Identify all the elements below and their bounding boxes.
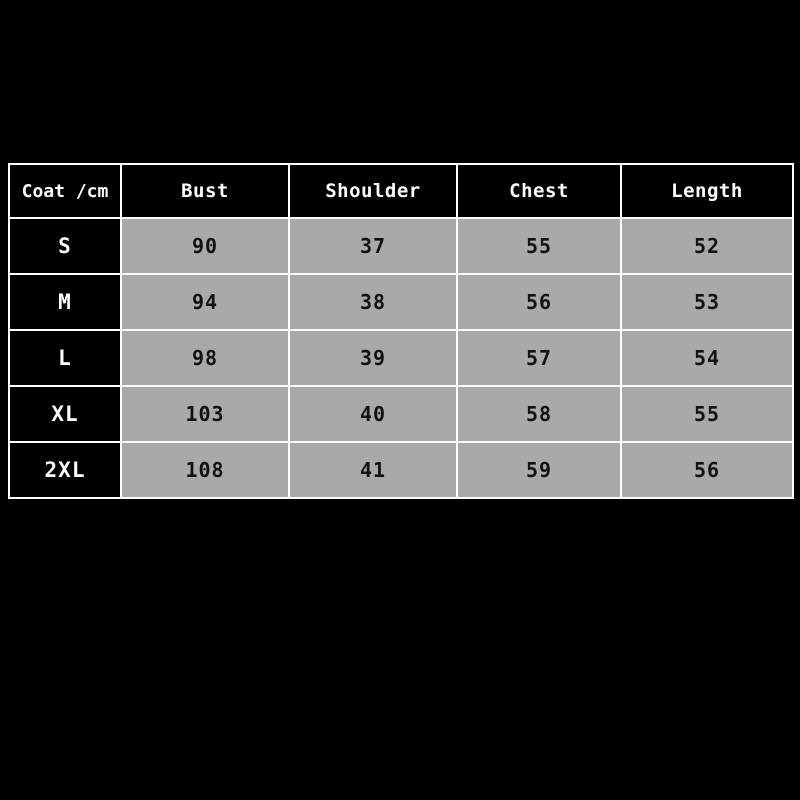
cell-bust: 90: [121, 218, 289, 274]
column-header-chest: Chest: [457, 164, 621, 218]
column-header-length: Length: [621, 164, 793, 218]
cell-shoulder: 37: [289, 218, 457, 274]
row-size-label: L: [9, 330, 121, 386]
cell-chest: 57: [457, 330, 621, 386]
column-header-shoulder: Shoulder: [289, 164, 457, 218]
column-header-bust: Bust: [121, 164, 289, 218]
cell-chest: 59: [457, 442, 621, 498]
row-size-label: XL: [9, 386, 121, 442]
table-header-row: [9, 164, 793, 218]
row-size-label: 2XL: [9, 442, 121, 498]
row-size-label: S: [9, 218, 121, 274]
cell-chest: 55: [457, 218, 621, 274]
cell-chest: 58: [457, 386, 621, 442]
table-row: [9, 442, 793, 498]
cell-bust: 108: [121, 442, 289, 498]
column-header-unit: Coat /cm: [9, 164, 121, 218]
table-row: [9, 386, 793, 442]
cell-length: 56: [621, 442, 793, 498]
cell-shoulder: 40: [289, 386, 457, 442]
size-chart-table: [8, 163, 794, 499]
size-chart-container: [8, 163, 792, 499]
cell-length: 52: [621, 218, 793, 274]
cell-bust: 98: [121, 330, 289, 386]
cell-shoulder: 41: [289, 442, 457, 498]
cell-length: 53: [621, 274, 793, 330]
table-row: [9, 274, 793, 330]
cell-shoulder: 38: [289, 274, 457, 330]
row-size-label: M: [9, 274, 121, 330]
cell-bust: 103: [121, 386, 289, 442]
cell-chest: 56: [457, 274, 621, 330]
cell-length: 55: [621, 386, 793, 442]
cell-bust: 94: [121, 274, 289, 330]
table-row: [9, 330, 793, 386]
cell-length: 54: [621, 330, 793, 386]
cell-shoulder: 39: [289, 330, 457, 386]
table-row: [9, 218, 793, 274]
